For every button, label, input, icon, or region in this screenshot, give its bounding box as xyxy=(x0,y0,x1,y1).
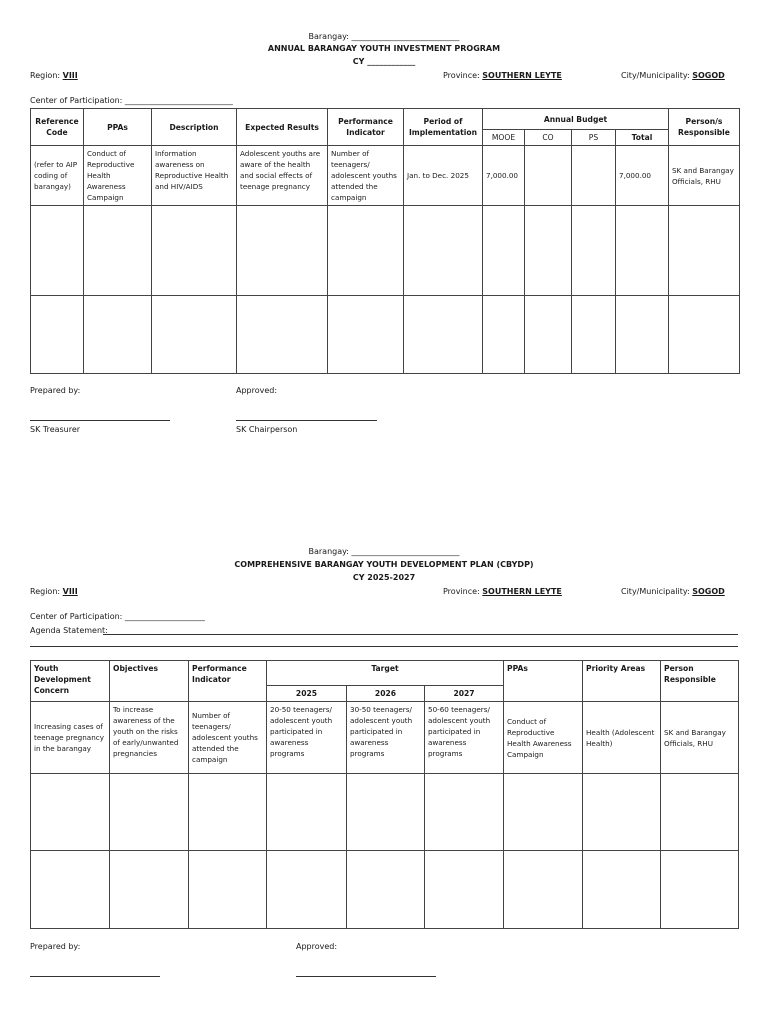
cbydp-province-label: Province: xyxy=(443,587,480,596)
table-row xyxy=(31,774,739,851)
aip-cell-ps xyxy=(572,146,616,206)
cbydp-agenda-line-1 xyxy=(103,634,738,635)
cbydp-cell-ppas: Conduct of Reproductive Health Awareness Campaign xyxy=(504,702,583,774)
cbydp-header-person: Person Responsible xyxy=(661,661,739,702)
aip-header-ps: PS xyxy=(572,130,616,146)
aip-approved-signature-line xyxy=(236,420,377,421)
aip-header-description: Description xyxy=(152,109,237,146)
cbydp-cell-objectives: To increase awareness of the youth on the risks of early/unwanted pregnancies xyxy=(110,702,189,774)
aip-city xyxy=(621,71,725,80)
aip-prepared-signature-line xyxy=(30,420,170,421)
aip-province-label: Province: xyxy=(443,71,480,80)
aip-header-ref: Reference Code xyxy=(31,109,84,146)
cbydp-header-2026: 2026 xyxy=(347,686,425,702)
cbydp-city-label: City/Municipality: xyxy=(621,587,690,596)
cbydp-cell-concern: Increasing cases of teenage pregnancy in the barangay xyxy=(31,702,110,774)
table-row xyxy=(31,146,740,206)
cbydp-region-label: Region: xyxy=(30,587,61,596)
aip-cell-total: 7,000.00 xyxy=(616,146,669,206)
aip-cell-ref: (refer to AIP coding of barangay) xyxy=(31,146,84,206)
table-row xyxy=(31,296,740,374)
aip-header-ppas: PPAs xyxy=(84,109,152,146)
aip-cell-mooe: 7,000.00 xyxy=(483,146,525,206)
table-row xyxy=(31,851,739,929)
cbydp-title: COMPREHENSIVE BARANGAY YOUTH DEVELOPMENT PLAN (CBYDP) xyxy=(234,560,534,569)
cbydp-region xyxy=(30,587,78,596)
cbydp-cy: CY 2025-2027 xyxy=(352,573,416,582)
cbydp-city-value: SOGOD xyxy=(692,587,725,596)
aip-title: ANNUAL BARANGAY YOUTH INVESTMENT PROGRAM xyxy=(267,44,501,53)
aip-header-person: Person/s Responsible xyxy=(669,109,740,146)
aip-approved-role: SK Chairperson xyxy=(236,425,298,434)
cbydp-header-ppas: PPAs xyxy=(504,661,583,702)
aip-cell-indicator: Number of teenagers/ adolescent youths attended the campaign xyxy=(328,146,404,206)
aip-cell-expected: Adolescent youths are aware of the health and social effects of teenage pregnancy xyxy=(237,146,328,206)
aip-header-indicator: Performance Indicator xyxy=(328,109,404,146)
aip-header-co: CO xyxy=(525,130,572,146)
aip-cell-person: SK and Barangay Officials, RHU xyxy=(669,146,740,206)
cbydp-cell-2026: 30-50 teenagers/ adolescent youth participated in awareness programs xyxy=(347,702,425,774)
cbydp-province xyxy=(443,587,562,596)
cbydp-cell-indicator: Number of teenagers/ adolescent youths attended the campaign xyxy=(189,702,267,774)
aip-province-value: SOUTHERN LEYTE xyxy=(482,71,562,80)
cbydp-prepared-signature-line xyxy=(30,976,160,977)
cbydp-approved-signature-line xyxy=(296,976,436,977)
aip-prepared-label: Prepared by: xyxy=(30,386,81,395)
aip-province xyxy=(443,71,562,80)
aip-region-label: Region: xyxy=(30,71,61,80)
aip-header-total: Total xyxy=(616,130,669,146)
aip-region-value: VIII xyxy=(62,71,78,80)
cbydp-header-indicator: Performance Indicator xyxy=(189,661,267,702)
cbydp-cell-person: SK and Barangay Officials, RHU xyxy=(661,702,739,774)
aip-header-mooe: MOOE xyxy=(483,130,525,146)
cbydp-center-of-participation: Center of Participation: ____________________ xyxy=(30,612,205,621)
aip-city-label: City/Municipality: xyxy=(621,71,690,80)
aip-cell-ppas: Conduct of Reproductive Health Awareness Campaign xyxy=(84,146,152,206)
aip-center-of-participation: Center of Participation: ___________________________ xyxy=(30,96,233,105)
aip-approved-label: Approved: xyxy=(236,386,278,395)
cbydp-province-value: SOUTHERN LEYTE xyxy=(482,587,562,596)
table-row xyxy=(31,206,740,296)
table-row xyxy=(31,702,739,774)
cbydp-agenda-label: Agenda Statement: xyxy=(30,626,108,635)
aip-header-expected: Expected Results xyxy=(237,109,328,146)
cbydp-region-value: VIII xyxy=(62,587,78,596)
cbydp-cell-2025: 20-50 teenagers/ adolescent youth participated in awareness programs xyxy=(267,702,347,774)
aip-table xyxy=(30,108,740,374)
aip-cell-co xyxy=(525,146,572,206)
cbydp-city xyxy=(621,587,725,596)
cbydp-table xyxy=(30,660,739,929)
cbydp-prepared-label: Prepared by: xyxy=(30,942,81,951)
cbydp-approved-label: Approved: xyxy=(296,942,338,951)
cbydp-barangay-line: Barangay: ___________________________ xyxy=(308,547,460,556)
aip-city-value: SOGOD xyxy=(692,71,725,80)
aip-prepared-role: SK Treasurer xyxy=(30,425,81,434)
cbydp-header-concern: Youth Development Concern xyxy=(31,661,110,702)
cbydp-header-target: Target xyxy=(267,661,504,686)
aip-cell-description: Information awareness on Reproductive Health and HIV/AIDS xyxy=(152,146,237,206)
cbydp-header-2027: 2027 xyxy=(425,686,504,702)
cbydp-header-objectives: Objectives xyxy=(110,661,189,702)
aip-barangay-line: Barangay: ___________________________ xyxy=(308,32,460,41)
aip-header-budget: Annual Budget xyxy=(483,109,669,130)
aip-cell-period: Jan. to Dec. 2025 xyxy=(404,146,483,206)
cbydp-cell-priority: Health (Adolescent Health) xyxy=(583,702,661,774)
cbydp-header-priority: Priority Areas xyxy=(583,661,661,702)
cbydp-header-2025: 2025 xyxy=(267,686,347,702)
aip-header-period: Period of Implementation xyxy=(404,109,483,146)
cbydp-agenda-line-2 xyxy=(30,646,738,647)
aip-cy: CY ____________ xyxy=(352,57,416,66)
aip-region xyxy=(30,71,78,80)
cbydp-cell-2027: 50-60 teenagers/ adolescent youth participated in awareness programs xyxy=(425,702,504,774)
